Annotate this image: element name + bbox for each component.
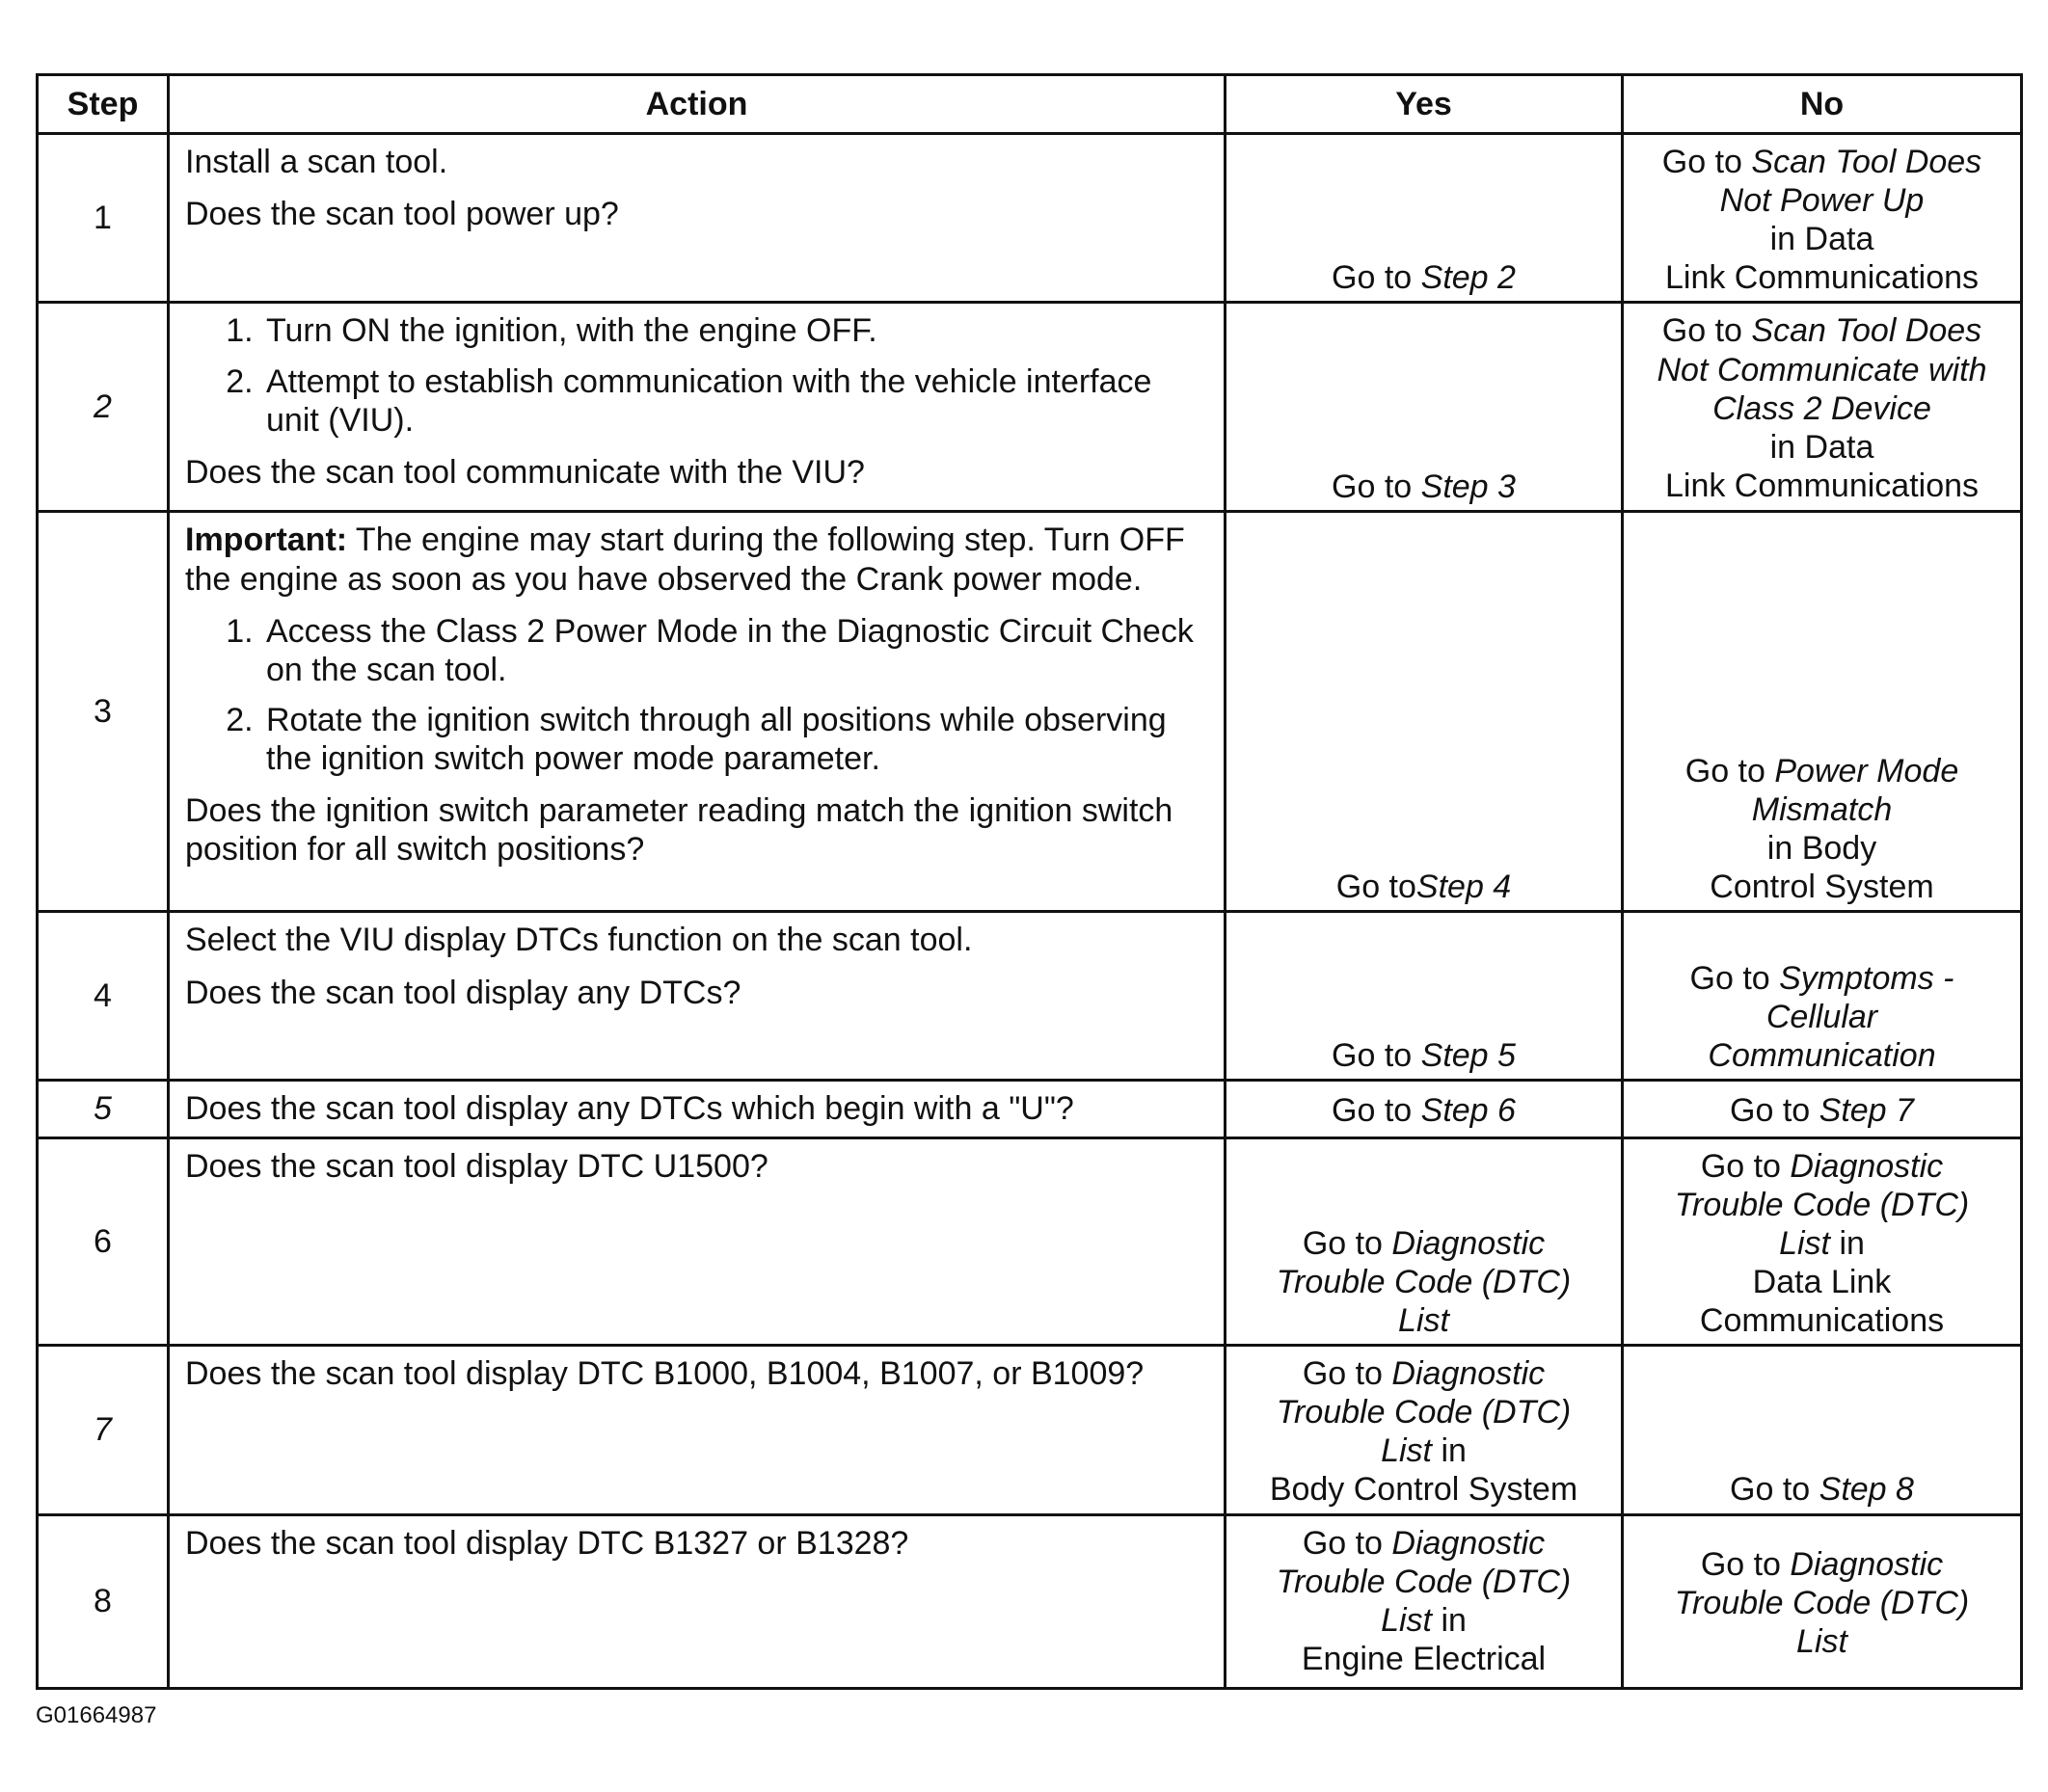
action-question: Does the scan tool display DTC B1000, B1004, B1007, or B1009?: [185, 1355, 1145, 1393]
action-question: Does the scan tool display DTC U1500?: [185, 1147, 768, 1185]
no-text: Data Link: [1752, 1263, 1892, 1300]
action-question: Does the scan tool power up?: [185, 196, 619, 233]
procedure-link-cont[interactable]: Cellular: [1765, 999, 1878, 1036]
yes-prefix: Go to: [1332, 468, 1421, 506]
procedure-link-cont[interactable]: Trouble Code (DTC): [1276, 1563, 1572, 1600]
procedure-link[interactable]: Diagnostic: [1790, 1147, 1944, 1185]
table-row: [38, 303, 2022, 512]
step-link[interactable]: Step 8: [1819, 1471, 1914, 1509]
no-prefix: Go to: [1700, 1545, 1791, 1583]
no-cell: [1623, 1081, 2022, 1137]
step-number: 1: [38, 134, 169, 303]
action-step-item: 1. Access the Class 2 Power Mode in the Diagnostic Circuit Check on the scan tool.: [262, 612, 1208, 689]
action-cell: [169, 1346, 1226, 1514]
table-row: [38, 1346, 2022, 1514]
step-number: 4: [38, 912, 169, 1081]
procedure-link[interactable]: Diagnostic: [1790, 1545, 1944, 1583]
action-text: Select the VIU display DTCs function on the scan tool.: [185, 922, 973, 959]
no-cell: [1623, 134, 2022, 303]
figure-id: G01664987: [36, 1702, 157, 1728]
table-row: [38, 1137, 2022, 1346]
important-note: [185, 521, 1208, 598]
step-number: 8: [38, 1514, 169, 1688]
no-prefix: Go to: [1689, 960, 1780, 998]
step-number: 6: [38, 1137, 169, 1346]
diagnostic-table: [36, 73, 2023, 1690]
step-link[interactable]: Step 7: [1819, 1092, 1914, 1130]
no-text: in Data: [1769, 221, 1874, 258]
table-row: [38, 1514, 2022, 1688]
yes-cell: [1226, 1081, 1623, 1137]
yes-text: Engine Electrical: [1301, 1640, 1547, 1677]
table-row: [38, 912, 2022, 1081]
no-prefix: Go to: [1661, 144, 1752, 180]
no-cell: [1623, 912, 2022, 1081]
yes-text: Body Control System: [1269, 1471, 1578, 1509]
yes-text: in: [1432, 1432, 1467, 1470]
action-cell: [169, 512, 1226, 912]
step-number: 3: [38, 512, 169, 912]
procedure-link[interactable]: Symptoms -: [1779, 960, 1954, 998]
no-prefix: Go to: [1684, 753, 1775, 789]
procedure-link[interactable]: Scan Tool Does: [1751, 312, 1982, 350]
no-text: Control System: [1710, 869, 1934, 906]
header-row: [38, 75, 2022, 134]
step-link[interactable]: Step 6: [1420, 1092, 1516, 1130]
action-step-item: 1. Turn ON the ignition, with the engine OFF.: [262, 311, 1208, 350]
important-label: Important:: [185, 522, 348, 559]
no-prefix: Go to: [1730, 1092, 1819, 1130]
action-question: Does the scan tool communicate with the VIU?: [185, 453, 865, 491]
no-cell: [1623, 1514, 2022, 1688]
no-text: Communications: [1699, 1301, 1945, 1339]
table-row: [38, 1081, 2022, 1137]
action-question: Does the ignition switch parameter reading match the ignition switch position for all switch positions?: [185, 792, 1173, 869]
procedure-link-cont[interactable]: Trouble Code (DTC): [1276, 1263, 1572, 1300]
procedure-link-cont[interactable]: Communication: [1708, 1037, 1936, 1075]
action-question: Does the scan tool display DTC B1327 or B1328?: [185, 1524, 909, 1562]
action-cell: [169, 1081, 1226, 1137]
procedure-link-cont[interactable]: List: [1381, 1601, 1432, 1639]
step-link[interactable]: Step 3: [1420, 468, 1516, 506]
yes-cell: [1226, 1137, 1623, 1346]
header-action: Action: [169, 75, 1226, 134]
no-prefix: Go to: [1730, 1471, 1819, 1509]
procedure-link-cont[interactable]: List: [1796, 1623, 1847, 1661]
yes-prefix: Go to: [1302, 1224, 1392, 1262]
header-yes: Yes: [1226, 75, 1623, 134]
procedure-link-cont[interactable]: Mismatch: [1751, 791, 1893, 829]
yes-prefix: Go to: [1332, 1037, 1421, 1075]
procedure-link[interactable]: Diagnostic: [1391, 1355, 1546, 1393]
no-cell: [1623, 303, 2022, 512]
action-step-item: 2. Rotate the ignition switch through all positions while observing the ignition switch power mode parameter.: [262, 701, 1208, 778]
procedure-link-cont[interactable]: List: [1398, 1301, 1449, 1339]
action-cell: [169, 1514, 1226, 1688]
procedure-link[interactable]: Scan Tool Does: [1751, 144, 1982, 180]
no-prefix: Go to: [1700, 1147, 1791, 1185]
no-text: in Data: [1769, 428, 1874, 466]
important-text: The engine may start during the following step. Turn OFF the engine as soon as you have observed the Crank power mode.: [185, 522, 1185, 598]
yes-prefix: Go to: [1302, 1524, 1392, 1562]
yes-prefix: Go to: [1302, 1355, 1392, 1393]
procedure-link-cont[interactable]: Not Communicate with: [1657, 351, 1987, 388]
header-step: Step: [38, 75, 169, 134]
no-text: Link Communications: [1664, 259, 1980, 297]
yes-prefix: Go to: [1332, 259, 1421, 297]
step-link[interactable]: Step 5: [1420, 1037, 1516, 1075]
procedure-link-cont[interactable]: List: [1779, 1224, 1830, 1262]
procedure-link[interactable]: Diagnostic: [1391, 1524, 1546, 1562]
no-cell: [1623, 512, 2022, 912]
yes-cell: [1226, 303, 1623, 512]
action-question: Does the scan tool display any DTCs?: [185, 974, 741, 1011]
procedure-link-cont[interactable]: List: [1381, 1432, 1432, 1470]
action-steps: [185, 612, 1208, 778]
yes-cell: [1226, 512, 1623, 912]
yes-prefix: Go to: [1335, 869, 1416, 906]
no-text: in: [1830, 1224, 1865, 1262]
action-cell: [169, 1137, 1226, 1346]
yes-cell: [1226, 1346, 1623, 1514]
no-text: in Body: [1766, 830, 1877, 868]
procedure-link-cont[interactable]: Not Power Up: [1719, 182, 1925, 220]
step-link[interactable]: Step 2: [1420, 259, 1516, 297]
no-text: Link Communications: [1664, 467, 1980, 504]
procedure-link[interactable]: Power Mode: [1774, 753, 1959, 789]
step-number: 7: [38, 1346, 169, 1514]
header-no: No: [1623, 75, 2022, 134]
no-prefix: Go to: [1661, 312, 1752, 350]
action-cell: [169, 912, 1226, 1081]
step-number: 5: [38, 1081, 169, 1137]
no-cell: [1623, 1137, 2022, 1346]
procedure-link-cont[interactable]: Trouble Code (DTC): [1276, 1394, 1572, 1431]
yes-cell: [1226, 1514, 1623, 1688]
action-cell: [169, 303, 1226, 512]
procedure-link[interactable]: Diagnostic: [1391, 1224, 1546, 1262]
no-cell: [1623, 1346, 2022, 1514]
action-cell: [169, 134, 1226, 303]
procedure-link-cont[interactable]: Class 2 Device: [1712, 389, 1931, 427]
procedure-link-cont[interactable]: Trouble Code (DTC): [1674, 1186, 1970, 1223]
yes-prefix: Go to: [1332, 1092, 1421, 1130]
procedure-link-cont[interactable]: Trouble Code (DTC): [1674, 1584, 1970, 1621]
yes-cell: [1226, 134, 1623, 303]
table-row: [38, 512, 2022, 912]
yes-cell: [1226, 912, 1623, 1081]
step-link[interactable]: Step 4: [1415, 869, 1512, 906]
action-text: Install a scan tool.: [185, 144, 448, 180]
yes-text: in: [1432, 1601, 1467, 1639]
action-step-item: 2. Attempt to establish communication with the vehicle interface unit (VIU).: [262, 362, 1208, 440]
table-row: [38, 134, 2022, 303]
action-question: Does the scan tool display any DTCs which begin with a "U"?: [185, 1090, 1074, 1128]
step-number: 2: [38, 303, 169, 512]
action-steps: [185, 311, 1208, 439]
